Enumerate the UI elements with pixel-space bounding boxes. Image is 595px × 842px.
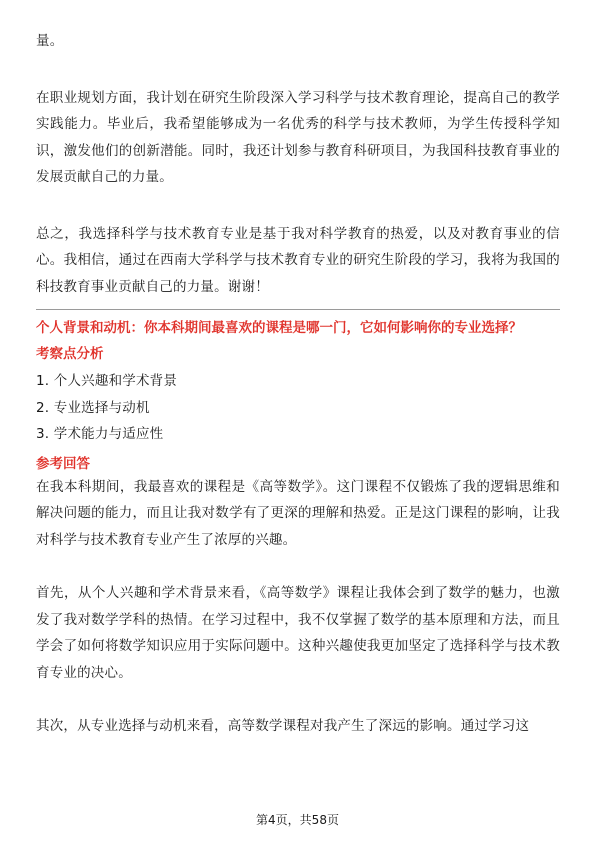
analysis-point: 3. 学术能力与适应性	[36, 426, 164, 442]
analysis-points-list	[36, 368, 560, 448]
paragraph-gap	[36, 191, 560, 221]
interview-question: 个人背景和动机：你本科期间最喜欢的课程是哪一门，它如何影响你的专业选择？	[36, 320, 522, 336]
analysis-heading: 考察点分析	[36, 346, 104, 362]
paragraph-gap	[36, 686, 560, 713]
intro-paragraph: 在职业规划方面，我计划在研究生阶段深入学习科学与技术教育理论，提高自己的教学实践能力。毕业后，我希望能够成为一名优秀的科学与技术教师，为学生传授科学知识，激发他们的创新潜能。同时，我还计划参与教育科研项目，为我国科技教育事业的发展贡献自己的力量。	[36, 89, 560, 185]
intro-paragraph: 总之，我选择科学与技术教育专业是基于我对科学教育的热爱，以及对教育事业的信心。我相信，通过在西南大学科学与技术教育专业的研究生阶段的学习，我将为我国的科技教育事业贡献自己的力量。谢谢！	[36, 225, 560, 295]
page-number-footer: 第4页，共58页	[256, 813, 339, 827]
answer-paragraph: 在我本科期间，我最喜欢的课程是《高等数学》。这门课程不仅锻炼了我的逻辑思维和解决问题的能力，而且让我对数学有了更深的理解和热爱。正是这门课程的影响，让我对科学与技术教育专业产生了浓厚的兴趣。	[36, 478, 560, 548]
answer-paragraph: 首先，从个人兴趣和学术背景来看，《高等数学》课程让我体会到了数学的魅力，也激发了我对数学学科的热情。在学习过程中，我不仅掌握了数学的基本原理和方法，而且学会了如何将数学知识应用于实际问题中。这种兴趣使我更加坚定了选择科学与技术教育专业的决心。	[36, 585, 560, 681]
intro-paragraph: 量。	[36, 33, 64, 49]
analysis-point: 1. 个人兴趣和学术背景	[36, 373, 178, 389]
analysis-point: 2. 专业选择与动机	[36, 399, 150, 416]
paragraph-gap	[36, 553, 560, 580]
page-content	[36, 28, 560, 740]
paragraph-gap	[36, 55, 560, 85]
section-divider	[36, 309, 560, 310]
answer-heading: 参考回答	[36, 455, 90, 472]
answer-paragraph: 其次，从专业选择与动机来看，高等数学课程对我产生了深远的影响。通过学习这	[36, 718, 530, 734]
